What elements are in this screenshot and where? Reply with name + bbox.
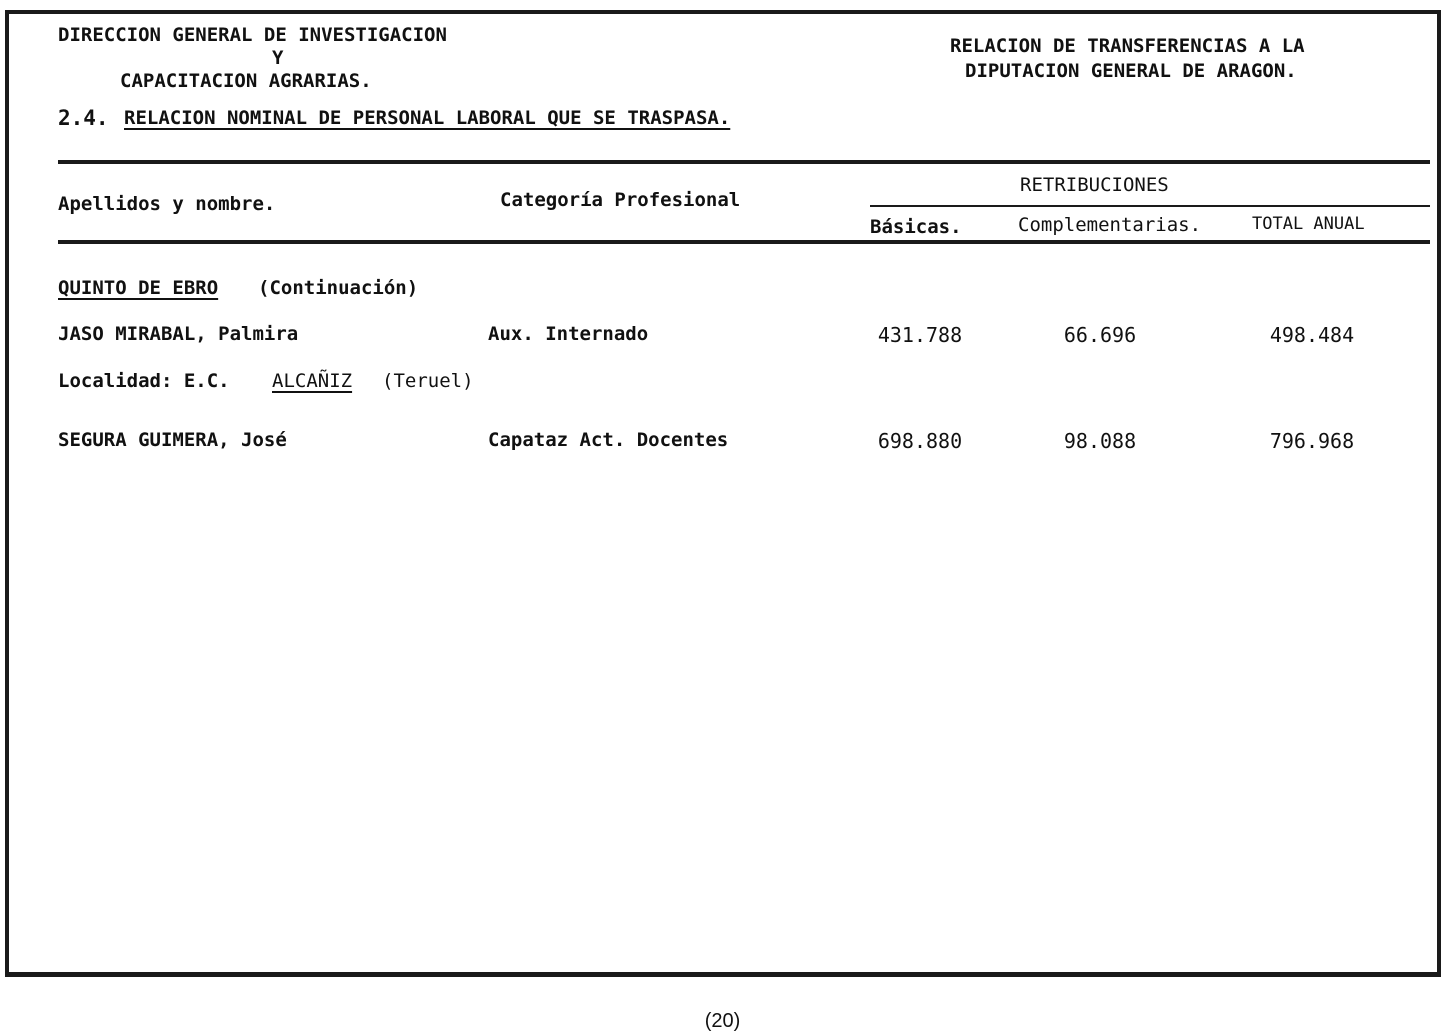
retribuciones-rule [870, 205, 1430, 207]
locality2-note: (Teruel) [382, 370, 474, 392]
header-basicas: Básicas. [870, 216, 962, 238]
row1-complementarias: 66.696 [1063, 323, 1137, 347]
page-frame [5, 10, 1441, 977]
row1-basicas: 431.788 [877, 323, 963, 347]
section-number: 2.4. [58, 106, 109, 130]
row1-category: Aux. Internado [488, 323, 649, 345]
header-left-line2: Y [272, 47, 284, 69]
header-left-line1: DIRECCION GENERAL DE INVESTIGACION [58, 24, 447, 46]
locality1-note: (Continuación) [258, 277, 419, 299]
header-retribuciones: RETRIBUCIONES [1020, 174, 1169, 196]
row2-basicas: 698.880 [877, 429, 963, 453]
section-title: RELACION NOMINAL DE PERSONAL LABORAL QUE SE TRASPASA. [124, 107, 731, 129]
header-category: Categoría Profesional [500, 189, 741, 211]
row2-category: Capataz Act. Docentes [488, 429, 729, 451]
row1-name: JASO MIRABAL, Palmira [58, 323, 299, 345]
row2-name: SEGURA GUIMERA, José [58, 429, 287, 451]
locality1-name: QUINTO DE EBRO [58, 277, 219, 299]
table-header-bottom-rule [58, 240, 1430, 244]
row2-complementarias: 98.088 [1063, 429, 1137, 453]
row2-total: 796.968 [1269, 429, 1355, 453]
header-name: Apellidos y nombre. [58, 193, 276, 215]
header-total: TOTAL ANUAL [1252, 214, 1365, 234]
row1-total: 498.484 [1269, 323, 1355, 347]
table-top-rule [58, 160, 1430, 164]
header-complementarias: Complementarias. [1018, 214, 1202, 236]
locality2-name: ALCAÑIZ [272, 370, 353, 392]
header-left-line3: CAPACITACION AGRARIAS. [120, 70, 372, 92]
header-right-line2: DIPUTACION GENERAL DE ARAGON. [965, 60, 1297, 82]
header-right-line1: RELACION DE TRANSFERENCIAS A LA [950, 35, 1305, 57]
page-number: (20) [704, 1010, 741, 1032]
locality2-prefix: Localidad: E.C. [58, 370, 230, 392]
